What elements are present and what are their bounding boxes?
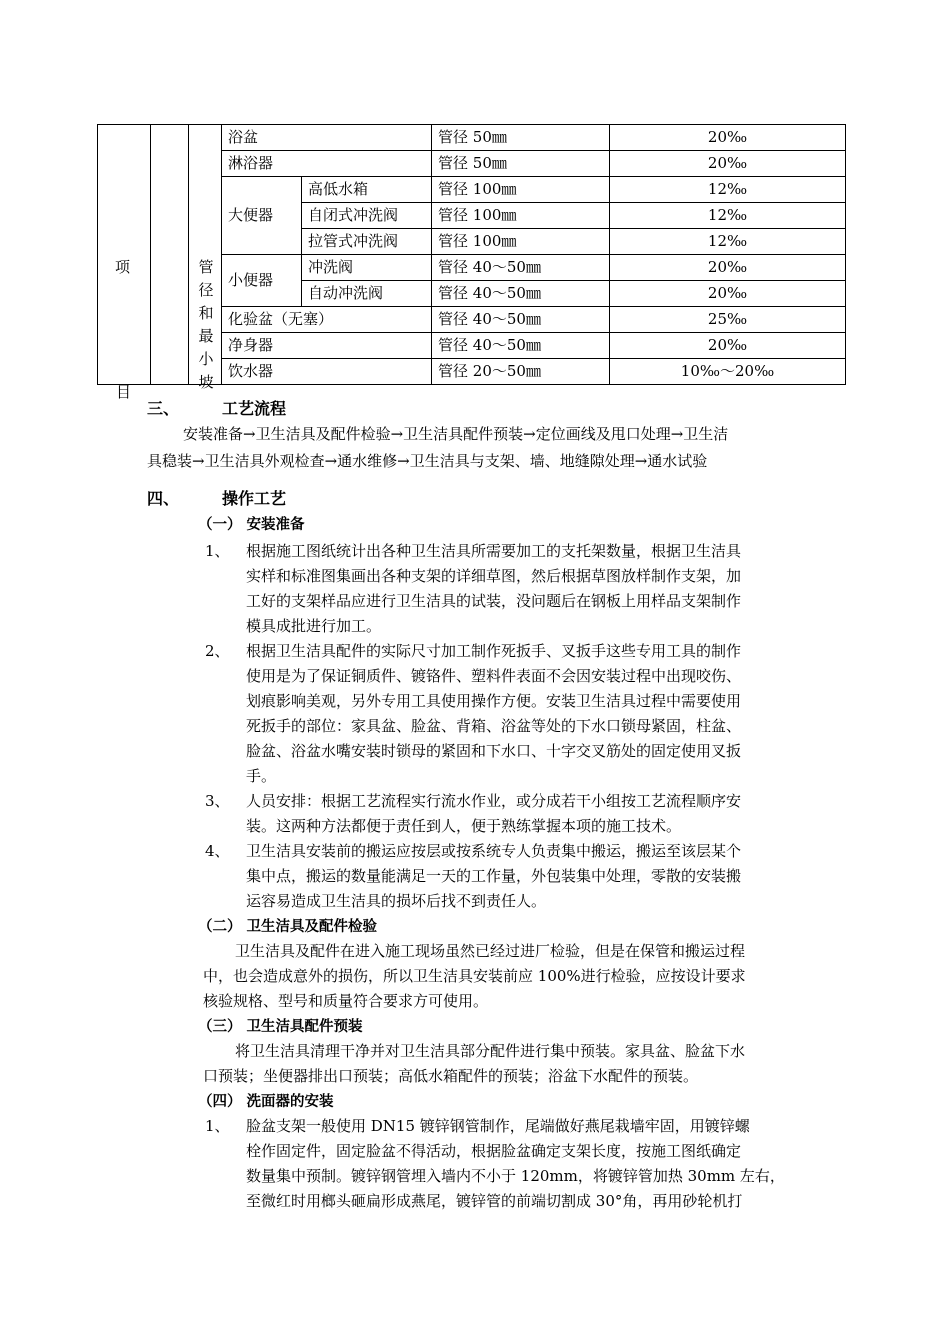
fixture-name: 化验盆（无塞） — [222, 307, 432, 333]
fixture-name: 浴盆 — [222, 125, 432, 151]
fixture-name: 饮水器 — [222, 359, 432, 385]
min-slope: 20‰ — [610, 151, 846, 177]
vertical-label: 管 径 和 最 小 坡 — [198, 258, 214, 391]
list-item-line: 根据施工图纸统计出各种卫生洁具所需要加工的支托架数量，根据卫生洁具 — [246, 542, 742, 560]
fixture-subtype: 自闭式冲洗阀 — [302, 203, 432, 229]
fixture-name: 淋浴器 — [222, 151, 432, 177]
min-slope: 20‰ — [610, 255, 846, 281]
pipe-size: 管径 40～50㎜ — [432, 281, 610, 307]
min-slope: 10‰～20‰ — [610, 359, 846, 385]
min-slope: 12‰ — [610, 177, 846, 203]
pipe-size: 管径 20～50㎜ — [432, 359, 610, 385]
list-item-line: 死扳手的部位：家具盆、脸盆、背箱、浴盆等处的下水口锁母紧固，柱盆、 — [246, 717, 742, 735]
paragraph-line: 中，也会造成意外的损伤，所以卫生洁具安装前应 100%进行检验，应按设计要求 — [203, 967, 746, 985]
list-item-line: 卫生洁具安装前的搬运应按层或按系统专人负责集中搬运，搬运至该层某个 — [246, 842, 742, 860]
paragraph-line: 核验规格、型号和质量符合要求方可使用。 — [203, 992, 489, 1010]
subsection-title: （一） 安装准备 — [198, 517, 305, 533]
min-slope: 20‰ — [610, 281, 846, 307]
table-item-label: 目 — [116, 383, 132, 401]
fixture-subtype: 拉管式冲洗阀 — [302, 229, 432, 255]
min-slope: 12‰ — [610, 229, 846, 255]
pipe-size: 管径 40～50㎜ — [432, 255, 610, 281]
subsection-title: （二） 卫生洁具及配件检验 — [198, 919, 378, 935]
list-item-line: 装。这两种方法都便于责任到人，便于熟练掌握本项的施工技术。 — [246, 817, 682, 835]
list-item-line: 工好的支架样品应进行卫生洁具的试装，没问题后在钢板上用样品支架制作 — [246, 592, 742, 610]
min-slope: 20‰ — [610, 125, 846, 151]
list-item-line: 集中点，搬运的数量能满足一天的工作量，外包装集中处理，零散的安装搬 — [246, 867, 742, 885]
min-slope: 20‰ — [610, 333, 846, 359]
fixture-subtype: 高低水箱 — [302, 177, 432, 203]
fixture-name: 大便器 — [222, 177, 302, 255]
min-slope: 25‰ — [610, 307, 846, 333]
table-left-cell — [151, 125, 189, 385]
subsection-title: （四） 洗面器的安装 — [198, 1094, 334, 1110]
list-item-line: 脸盆、浴盆水嘴安装时锁母的紧固和下水口、十字交叉筋处的固定使用叉扳 — [246, 742, 742, 760]
list-item-line: 至微红时用榔头砸扁形成燕尾，镀锌管的前端切割成 30°角，再用砂轮机打 — [246, 1192, 743, 1210]
paragraph-line: 具稳装→卫生洁具外观检查→通水维修→卫生洁具与支架、墙、地缝隙处理→通水试验 — [147, 452, 708, 470]
list-number: 1、 — [205, 542, 230, 560]
list-number: 4、 — [205, 842, 230, 860]
pipe-size: 管径 40～50㎜ — [432, 307, 610, 333]
list-item-line: 实样和标准图集画出各种支架的详细草图，然后根据草图放样制作支架，加 — [246, 567, 742, 585]
section-number: 四、 — [147, 489, 180, 508]
section-number: 三、 — [147, 399, 180, 418]
table-row — [98, 125, 846, 151]
paragraph-line: 口预装；坐便器排出口预装；高低水箱配件的预装；浴盆下水配件的预装。 — [203, 1067, 699, 1085]
list-item-line: 使用是为了保证铜质件、镀铬件、塑料件表面不会因安装过程中出现咬伤、 — [246, 667, 742, 685]
paragraph-line: 将卫生洁具清理干净并对卫生洁具部分配件进行集中预装。家具盆、脸盆下水 — [235, 1042, 746, 1060]
list-number: 3、 — [205, 792, 230, 810]
list-item-line: 数量集中预制。镀锌钢管埋入墙内不小于 120mm，将镀锌管加热 30mm 左右， — [246, 1167, 785, 1185]
table-left-cell — [98, 125, 151, 385]
section-title: 工艺流程 — [222, 399, 287, 418]
list-item-line: 脸盆支架一般使用 DN15 镀锌钢管制作，尾端做好燕尾栽墙牢固，用镀锌螺 — [246, 1117, 750, 1135]
pipe-size: 管径 100㎜ — [432, 203, 610, 229]
list-number: 2、 — [205, 642, 230, 660]
fixture-subtype: 冲洗阀 — [302, 255, 432, 281]
pipe-size: 管径 40～50㎜ — [432, 333, 610, 359]
fixture-name: 净身器 — [222, 333, 432, 359]
list-item-line: 人员安排：根据工艺流程实行流水作业，或分成若干小组按工艺流程顺序安 — [246, 792, 742, 810]
list-number: 1、 — [205, 1117, 230, 1135]
table-item-label: 项 — [115, 258, 131, 276]
section-title: 操作工艺 — [222, 489, 287, 508]
list-item-line: 划痕影响美观，另外专用工具使用操作方便。安装卫生洁具过程中需要使用 — [246, 692, 742, 710]
list-item-line: 手。 — [246, 767, 277, 785]
paragraph-line: 安装准备→卫生洁具及配件检验→卫生洁具配件预装→定位画线及甩口处理→卫生洁 — [183, 425, 729, 443]
pipe-size: 管径 50㎜ — [432, 151, 610, 177]
list-item-line: 运容易造成卫生洁具的损坏后找不到责任人。 — [246, 892, 547, 910]
pipe-size: 管径 100㎜ — [432, 177, 610, 203]
list-item-line: 根据卫生洁具配件的实际尺寸加工制作死扳手、叉扳手这些专用工具的制作 — [246, 642, 742, 660]
subsection-title: （三） 卫生洁具配件预装 — [198, 1019, 363, 1035]
paragraph-line: 卫生洁具及配件在进入施工现场虽然已经过进厂检验，但是在保管和搬运过程 — [235, 942, 746, 960]
list-item-line: 栓作固定件，固定脸盆不得活动，根据脸盆确定支架长度，按施工图纸确定 — [246, 1142, 742, 1160]
fixture-name: 小便器 — [222, 255, 302, 307]
list-item-line: 模具成批进行加工。 — [246, 617, 382, 635]
fixture-subtype: 自动冲洗阀 — [302, 281, 432, 307]
pipe-size: 管径 100㎜ — [432, 229, 610, 255]
pipe-size: 管径 50㎜ — [432, 125, 610, 151]
min-slope: 12‰ — [610, 203, 846, 229]
